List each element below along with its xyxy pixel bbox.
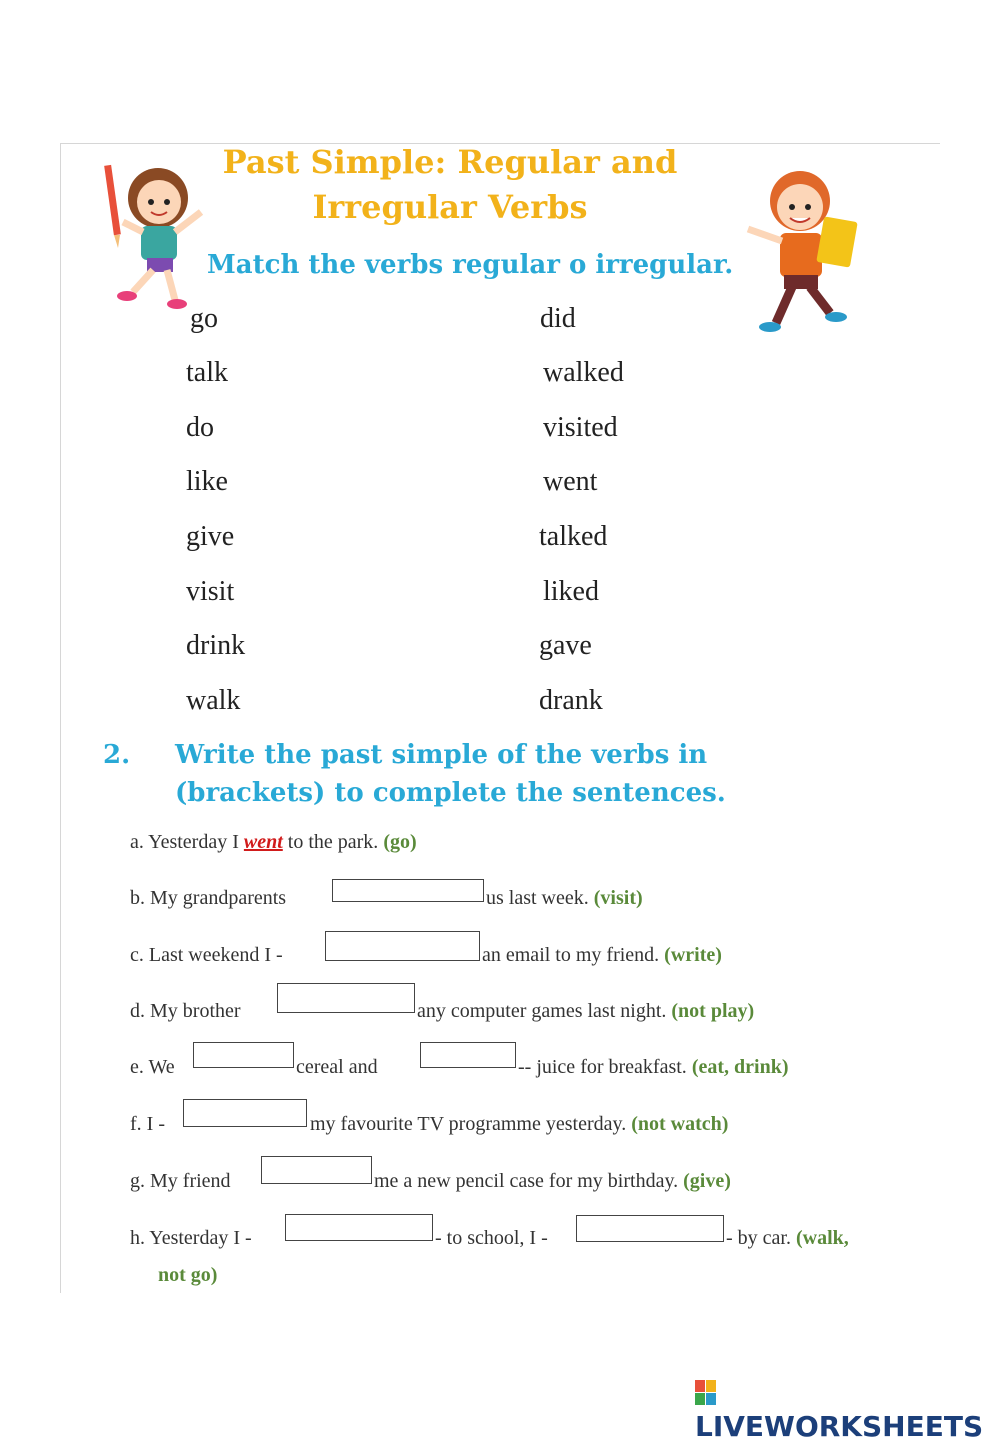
- verb-right-5[interactable]: talked: [539, 521, 608, 552]
- verb-left-5[interactable]: give: [186, 521, 235, 552]
- sentence-f-answer-box[interactable]: [183, 1099, 307, 1127]
- sentence-f-hint: (not watch): [631, 1113, 729, 1135]
- verb-right-4[interactable]: went: [543, 466, 598, 497]
- sentence-h-middle: - to school, I -: [435, 1227, 548, 1249]
- verb-right-8[interactable]: drank: [539, 685, 603, 716]
- sentence-d-answer-box[interactable]: [277, 983, 415, 1013]
- sentence-h-hint-continued: not go): [158, 1264, 218, 1286]
- verb-left-7[interactable]: drink: [186, 630, 246, 661]
- sentence-f-start: f. I -: [130, 1113, 165, 1135]
- sentence-a: [130, 831, 417, 854]
- sentence-b-end-text: us last week.: [486, 887, 594, 909]
- verb-left-6[interactable]: visit: [186, 576, 235, 607]
- sentence-a-start: a. Yesterday I: [130, 831, 244, 853]
- exercise-2-instruction-line-1: Write the past simple of the verbs in: [175, 740, 708, 770]
- sentence-d-start: d. My brother: [130, 1000, 241, 1022]
- sentence-d-end: [417, 1000, 754, 1023]
- worksheet-title-line-1: Past Simple: Regular and: [222, 143, 678, 181]
- sentence-c-end: [482, 944, 722, 967]
- sentence-h-end-text: - by car.: [726, 1227, 796, 1249]
- verb-right-3[interactable]: visited: [543, 412, 618, 443]
- sentence-a-end: to the park.: [282, 831, 384, 853]
- verb-right-2[interactable]: walked: [543, 357, 624, 388]
- sentence-g-end-text: me a new pencil case for my birthday.: [374, 1170, 684, 1192]
- sentence-b-hint: (visit): [593, 887, 643, 909]
- sentence-e-hint: (eat, drink): [691, 1056, 789, 1078]
- sentence-c-answer-box[interactable]: [325, 931, 480, 961]
- sentence-c-hint: (write): [664, 944, 722, 966]
- sentence-h-answer-box-2[interactable]: [576, 1215, 724, 1242]
- verb-right-7[interactable]: gave: [539, 630, 592, 661]
- sentence-f-end-text: my favourite TV programme yesterday.: [310, 1113, 632, 1135]
- verb-right-1[interactable]: did: [540, 303, 576, 334]
- exercise-1-instruction: Match the verbs regular o irregular.: [207, 250, 734, 280]
- verb-right-6[interactable]: liked: [543, 576, 599, 607]
- verb-left-8[interactable]: walk: [186, 685, 241, 716]
- girl-illustration: [103, 160, 208, 315]
- verb-left-4[interactable]: like: [186, 466, 228, 497]
- sentence-b-end: [486, 887, 643, 910]
- verb-left-1[interactable]: go: [190, 303, 218, 334]
- sentence-g-hint: (give): [683, 1170, 731, 1192]
- sentence-f-end: [310, 1113, 728, 1136]
- sentence-e-answer-box-1[interactable]: [193, 1042, 294, 1068]
- sentence-c-start: c. Last weekend I -: [130, 944, 283, 966]
- sentence-h-end: [726, 1227, 849, 1250]
- verb-left-3[interactable]: do: [186, 412, 214, 443]
- verb-left-2[interactable]: talk: [186, 357, 228, 388]
- liveworksheets-logo-text: LIVEWORKSHEETS: [695, 1410, 984, 1443]
- sentence-g-end: [374, 1170, 731, 1193]
- sentence-h-start: h. Yesterday I -: [130, 1227, 252, 1249]
- sentence-g-start: g. My friend: [130, 1170, 231, 1192]
- sentence-b-start: b. My grandparents: [130, 887, 287, 909]
- sentence-e-start: e. We: [130, 1056, 175, 1078]
- worksheet-title-line-2: Irregular Verbs: [312, 188, 588, 226]
- exercise-2-instruction-line-2: (brackets) to complete the sentences.: [175, 778, 726, 808]
- sentence-a-example-answer: went: [243, 831, 283, 853]
- sentence-d-end-text: any computer games last night.: [417, 1000, 672, 1022]
- page-left-rule: [60, 143, 61, 1293]
- sentence-e-answer-box-2[interactable]: [420, 1042, 516, 1068]
- liveworksheets-logo: [695, 1377, 1000, 1443]
- sentence-a-hint: (go): [383, 831, 417, 853]
- sentence-g-answer-box[interactable]: [261, 1156, 372, 1184]
- sentence-c-end-text: an email to my friend.: [482, 944, 665, 966]
- exercise-2-number: 2.: [103, 740, 131, 770]
- liveworksheets-logo-icon: [695, 1380, 717, 1406]
- sentence-b-answer-box[interactable]: [332, 879, 484, 902]
- sentence-d-hint: (not play): [671, 1000, 755, 1022]
- sentence-h-hint: (walk,: [795, 1227, 849, 1249]
- sentence-e-end-text: -- juice for breakfast.: [518, 1056, 692, 1078]
- sentence-e-end: [518, 1056, 788, 1079]
- sentence-e-middle: cereal and: [296, 1056, 378, 1078]
- sentence-h-answer-box-1[interactable]: [285, 1214, 433, 1241]
